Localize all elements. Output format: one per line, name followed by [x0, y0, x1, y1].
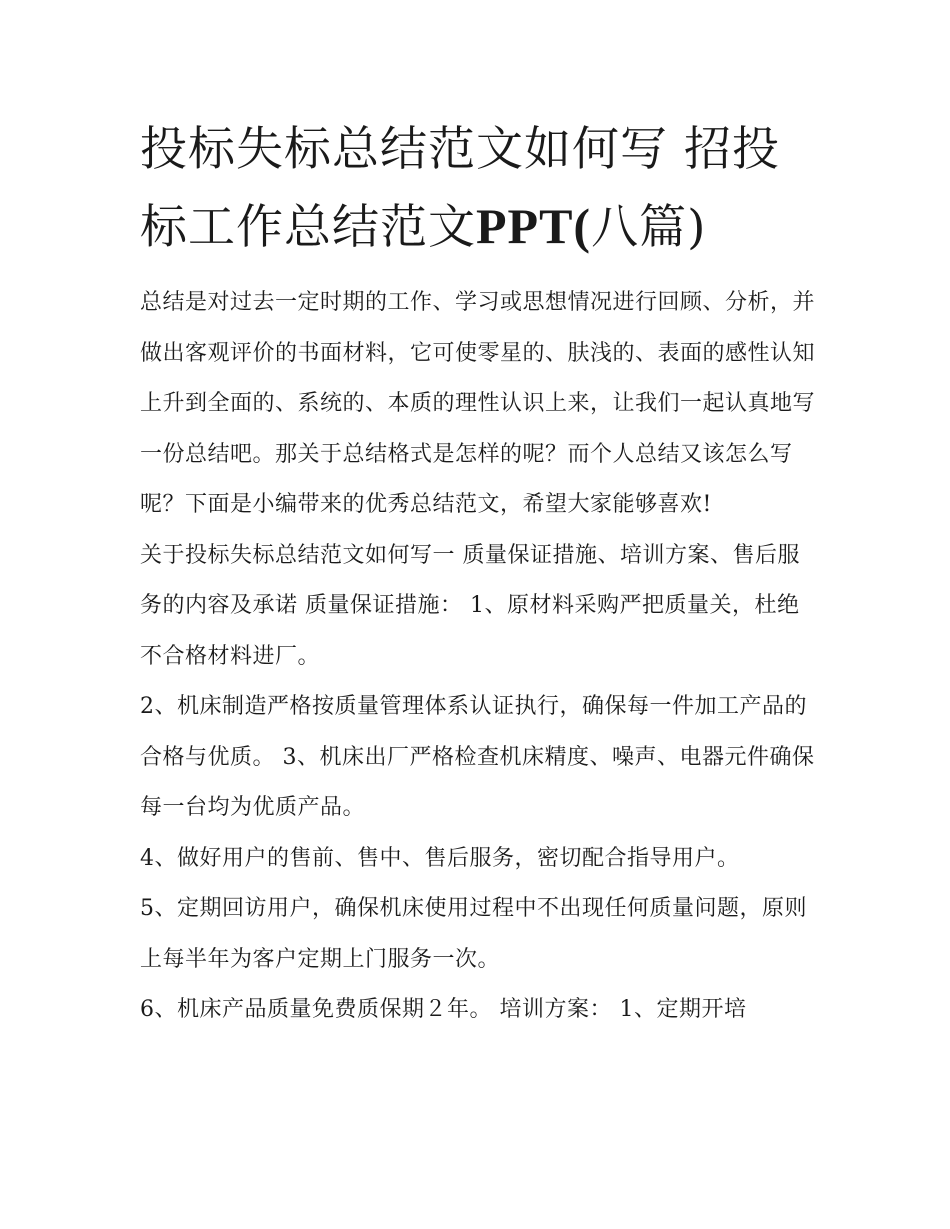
paragraph-item-4: 4、做好用户的售前、售中、售后服务，密切配合指导用户。: [140, 845, 740, 871]
paragraph-quality-measures: 关于投标失标总结范文如何写一 质量保证措施、培训方案、售后服务的内容及承诺 质量保证措施： 1、原材料采购严把质量关，杜绝不合格材料进厂。: [140, 542, 800, 669]
document-page: [140, 112, 820, 1036]
paragraph-item-6: 6、机床产品质量免费质保期２年。 培训方案： 1、定期开培: [140, 997, 747, 1022]
title-main-text: 投标失标总结范文如何写 招投标工作总结范文: [140, 122, 780, 255]
paragraph-intro: 总结是对过去一定时期的工作、学习或思想情况进行回顾、分析，并做出客观评价的书面材料，它可使零星的、肤浅的、表面的感性认知上升到全面的、系统的、本质的理性认识上来，让我们一起认真地写一份总结吧。那关于总结格式是怎样的呢？而个人总结又该怎么写呢？下面是小编带来的优秀总结范文，希望大家能够喜欢!: [140, 290, 816, 517]
document-body: [140, 278, 820, 1036]
title-ppt-text: PPT(: [476, 198, 592, 254]
document-title: [140, 112, 820, 266]
title-tail-text: 八篇): [591, 200, 707, 255]
paragraph-item-2-3: 2、机床制造严格按质量管理体系认证执行，确保每一件加工产品的合格与优质。 3、机床出厂严格检查机床精度、噪声、电器元件确保每一台均为优质产品。: [140, 694, 815, 820]
paragraph-item-5: 5、定期回访用户，确保机床使用过程中不出现任何质量问题，原则上每半年为客户定期上门服务一次。: [140, 896, 807, 972]
